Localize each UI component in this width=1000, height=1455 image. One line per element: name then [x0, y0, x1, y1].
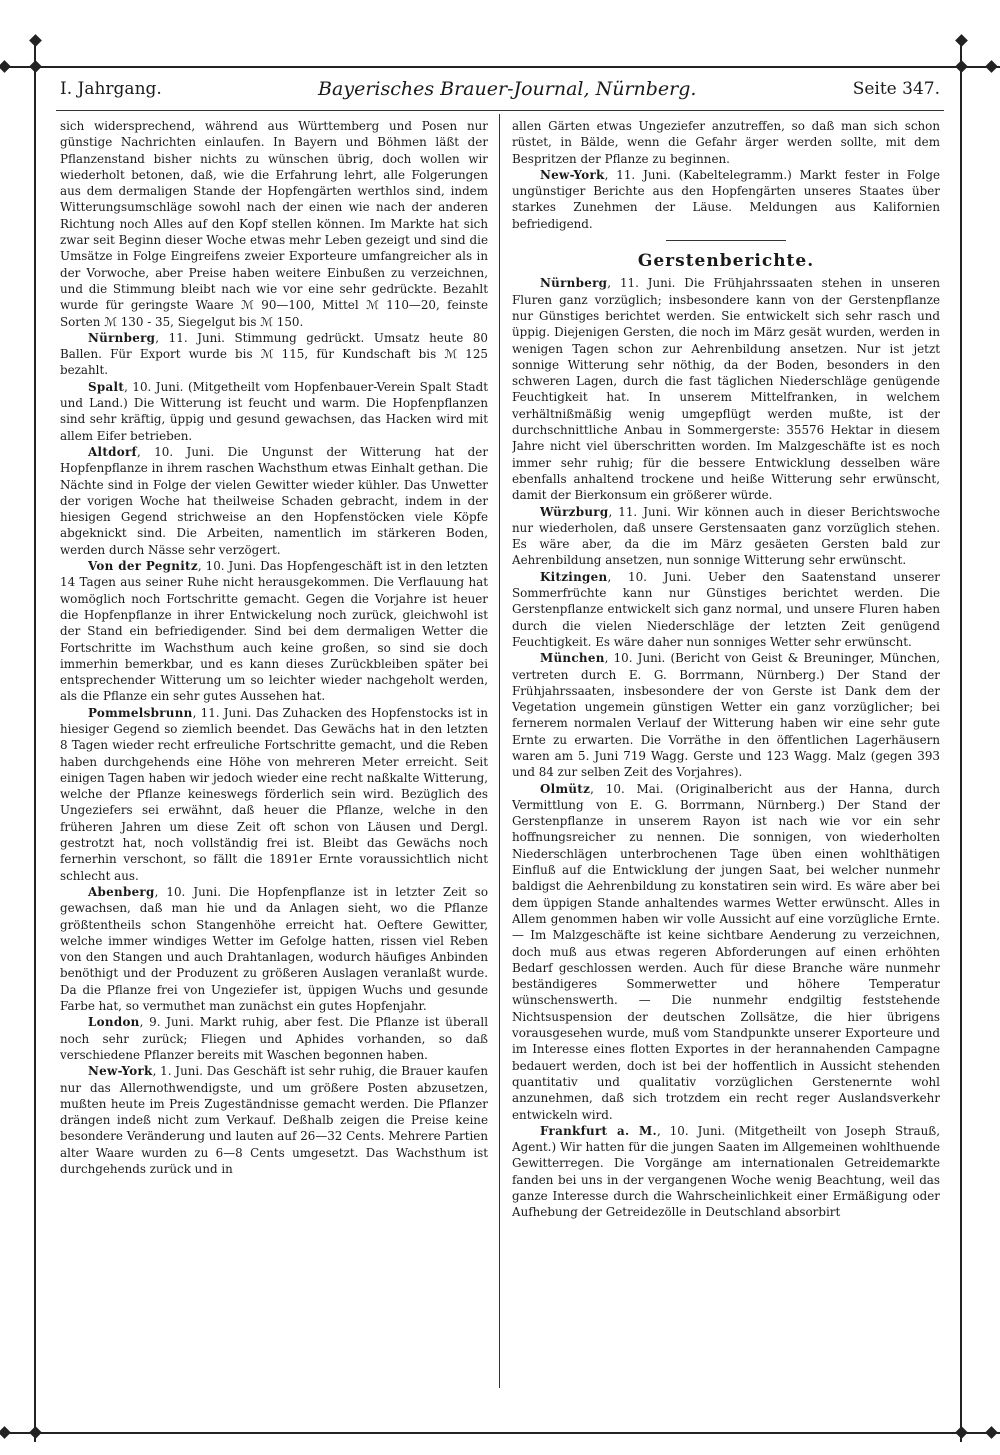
corner-ornament-icon — [29, 34, 42, 47]
corner-ornament-icon — [0, 60, 11, 73]
report-date: , 1. Juni. — [152, 1064, 203, 1079]
hop-report-continuation — [512, 118, 940, 232]
report-paragraph — [512, 167, 940, 232]
report-place: Würzburg — [540, 504, 609, 519]
report-paragraph — [512, 1123, 940, 1221]
report-date: , 11. Juni. — [155, 330, 225, 345]
report-text: (Originalbericht aus der Hanna, durch Vermittlung von E. G. Borrmann, Nürnberg.) Der Stand der Gerstenpflanze in unserem Rayon ist nach wie vor ein sehr hoffnungsreicher zu nennen. Die sonnigen, von wiederholten Niederschlägen unterbrochenen Tage üben einen wohlthätigen Einfluß auf die Entwicklung der jungen Saat, bei welcher nunmehr baldigst die Aehrenbildung zu konstatiren sein wird. Es wäre aber bei dem üppigen Stande anhaltendes warmes Wetter erwünscht. Alles in Allem genommen haben wir volle Aussicht auf eine vorzügliche Ernte. — Im Malzgeschäfte ist keine sichtbare Aenderung zu verzeichnen, doch muß aus etwas regeren Abforderungen auf einen erhöhten Bedarf geschlossen werden. Auch für diese Branche wäre nunmehr beständigeres Sommerwetter und höhere Temperatur wünschenswerth. — Die nunmehr endgiltig feststehende Nichtsuspension der deutschen Zollsätze, die hier übrigens vorausgesehen wurde, muß vom Standpunkte unserer Exporteure und im Interesse eines flotten Exportes in der herannahenden Campagne bedauert werden, doch ist bei der hoffentlich in Aussicht stehenden quantitativ und qualitativ vorzüglichen Gerstenernte wohl anzunehmen, daß sich trotzdem ein recht reger Auslandsverkehr entwickeln wird. — [512, 781, 940, 1122]
right-column — [512, 118, 940, 1388]
corner-ornament-icon — [0, 1426, 11, 1439]
corner-ornament-icon — [29, 1426, 42, 1439]
running-header — [60, 72, 940, 106]
header-rule — [56, 110, 944, 111]
report-place: Altdorf — [88, 444, 137, 459]
report-text: Das Hopfengeschäft ist in den letzten 14 Tagen aus seiner Ruhe nicht herausgekommen. Die Verflauung hat womöglich noch Fortschritte gemacht. Gegen die Vorjahre ist heuer die Hopfenpflanze in ihrer Entwickelung noch zurück, gleichwohl ist der Stand ein befriedigender. Sind bei dem dermaligen Wetter die Fortschritte im Wachsthum auch keine großen, so sind sie doch immerhin bemerkbar, und es kann dieses Zurückbleiben später bei entsprechender Witterung um so leichter wieder nachgeholt werden, als die Pflanze ein sehr gutes Aussehen hat. — [60, 559, 488, 704]
left-column — [60, 118, 488, 1388]
report-date: , 10. Mai. — [590, 781, 664, 796]
report-text: Die Ungunst der Witterung hat der Hopfenpflanze in ihrem raschen Wachsthum etwas Einhalt gethan. Die Nächte sind in Folge der vielen Gewitter wieder kühler. Das Unwetter der vorigen Woche hat theilweise Schaden gebracht, indem in der hiesigen Gegend strichweise an den Hopfenstöcken viele Köpfe abgeknickt sind. Die Arbeiten, namentlich im stärkeren Boden, werden durch Nässe sehr verzögert. — [60, 444, 488, 557]
report-text: sich widersprechend, während aus Württemberg und Posen nur günstige Nachrichten einlaufen. In Bayern und Böhmen läßt der Pflanzenstand bisher nichts zu wünschen übrig, doch wollen wir wiederholt betonen, daß, wie die Erfahrung lehrt, alle Folgerungen aus dem dermaligen Stande der Hopfengärten werthlos sind, indem Witterungsumschläge sowohl nach der einen wie nach der anderen Richtung noch Alles auf den Kopf stellen können. Im Markte hat sich zwar seit Beginn dieser Woche etwas mehr Leben gezeigt und sind die Umsätze in Folge Eingreifens zweier Exporteure umfangreicher als in der Vorwoche, aber Preise haben weitere Einbußen zu verzeichnen, und die Stimmung bleibt nach wie vor eine sehr gedrückte. Bezahlt wurde für geringste Waare ℳ 90—100, Mittel ℳ 110—20, feinste Sorten ℳ 130 - 35, Siegelgut bis ℳ 150. — [60, 119, 488, 329]
frame-right-rule — [960, 40, 962, 1442]
corner-ornament-icon — [955, 60, 968, 73]
report-place: Kitzingen — [540, 569, 608, 584]
report-place: New-York — [88, 1064, 153, 1079]
corner-ornament-icon — [955, 34, 968, 47]
report-paragraph — [512, 118, 940, 167]
report-place: Frankfurt a. M. — [540, 1123, 657, 1138]
frame-bottom-rule — [0, 1432, 1000, 1434]
column-divider — [499, 114, 500, 1388]
report-date: , 10. Juni. — [604, 651, 666, 666]
report-date: , 11. Juni. — [192, 705, 252, 720]
report-paragraph — [60, 1014, 488, 1063]
report-paragraph — [512, 569, 940, 650]
report-date: , 11. Juni. — [608, 504, 671, 519]
report-date: , 10. Juni. — [197, 559, 257, 574]
report-text: (Bericht von Geist & Breuninger, München, vertreten durch E. G. Borrmann, Nürnberg.) Der Stand der Frühjahrssaaten, insbesondere der von Gerste ist Dank dem der Vegetation ungemein günstigen Wetter ein ganz vorzüglicher; bei fernerem normalen Verlauf der Witterung haben wir eine sehr gute Ernte zu erwarten. Die Vorräthe in den öffentlichen Lagerhäusern waren am 5. Juni 719 Wagg. Gerste und 123 Wagg. Malz (gegen 393 und 84 zur selben Zeit des Vorjahres). — [512, 651, 940, 780]
report-date: , 10. Juni. — [154, 884, 221, 899]
corner-ornament-icon — [985, 1426, 998, 1439]
report-paragraph — [512, 275, 940, 503]
report-paragraph — [512, 781, 940, 1123]
report-text: Ueber den Saatenstand unserer Sommerfrüchte kann nur Günstiges berichtet werden. Die Gerstenpflanze entwickelt sich ganz normal, und unsere Fluren haben durch die vielen Niederschläge der letzten Zeit genügend Feuchtigkeit. Es wäre daher nun sonniges Wetter sehr erwünscht. — [512, 569, 940, 649]
report-place: Von der Pegnitz — [88, 559, 198, 574]
corner-ornament-icon — [985, 60, 998, 73]
report-text: Das Geschäft ist sehr ruhig, die Brauer kaufen nur das Allernothwendigste, und um größere Posten abzusetzen, mußten heute im Preis Zugeständnisse gemacht werden. Die Pflanzer drängen indeß nicht zum Verkauf. Deßhalb zeigen die Preise keine besondere Veränderung und lauten auf 26—32 Cents. Mehrere Partien alter Waare wurden zu 6—8 Cents umgesetzt. Das Wachsthum ist durchgehends zurück und in — [60, 1064, 488, 1176]
report-paragraph — [512, 650, 940, 780]
report-date: , 11. Juni. — [604, 167, 671, 182]
report-place: Olmütz — [540, 781, 591, 796]
report-date: , 11. Juni. — [607, 276, 676, 291]
report-paragraph — [60, 118, 488, 330]
report-paragraph — [60, 330, 488, 379]
report-paragraph — [512, 504, 940, 569]
report-paragraph — [60, 1063, 488, 1177]
report-text: allen Gärten etwas Ungeziefer anzutreffen, so daß man sich schon rüstet, in Bälde, wenn die Gefahr ärger werden sollte, mit dem Bespritzen der Pflanze zu beginnen. — [512, 119, 940, 166]
report-paragraph — [60, 884, 488, 1014]
corner-ornament-icon — [955, 1426, 968, 1439]
report-text: Die Frühjahrssaaten stehen in unseren Fluren ganz vorzüglich; insbesondere kann von der Gerstenpflanze nur Günstiges berichtet werden. Sie entwickelt sich sehr rasch und üppig. Diejenigen Gersten, die noch im März gesät wurden, werden in wenigen Tagen schon zur Aehrenbildung ansetzen. Nur ist jetzt sonnige Witterung sehr nöthig, da der Boden, besonders in den schweren Lagen, durch die fast täglichen Niederschläge genügende Feuchtigkeit hat. In unserem Mittelfranken, in welchem verhältnißmäßig wenig umgepflügt werden mußte, ist der durchschnittliche Anbau in Sommergerste: 35576 Hektar in diesem Jahre nicht viel überschritten worden. Im Malzgeschäfte ist es noch immer sehr ruhig; für die bessere Entwicklung desselben wäre ebenfalls anhaltend trockene und heiße Witterung sehr erwünscht, damit der Bierkonsum ein größerer würde. — [512, 276, 940, 503]
report-paragraph — [60, 705, 488, 884]
report-place: Nürnberg — [540, 276, 608, 291]
report-place: London — [88, 1015, 140, 1030]
report-text: Wir können auch in dieser Berichtswoche nur wiederholen, daß unsere Gerstensaaten ganz vorzüglich stehen. Es wäre aber, da die im März gesäeten Gersten bald zur Aehrenbildung ansetzen, nun sonnige Witterung sehr erwünscht. — [512, 504, 940, 568]
report-date: , 10. Juni. — [124, 379, 184, 394]
section-title: Gerstenberichte. — [637, 251, 815, 272]
section-rule — [666, 240, 786, 241]
report-text: (Mitgetheilt von Joseph Strauß, Agent.) Wir hatten für die jungen Saaten im Allgemeinen wohlthuende Gewitterregen. Die Vorgänge am internationalen Getreidemarkte fanden bei uns in der vergangenen Woche wenig Beachtung, weil das ganze Interesse durch die Wahrscheinlichkeit einer Ermäßigung oder Aufhebung der Getreidezölle in Deutschland absorbirt — [512, 1123, 940, 1220]
report-text: (Mitgetheilt vom Hopfenbauer-Verein Spalt Stadt und Land.) Die Witterung ist feucht und warm. Die Hopfenpflanzen sind sehr kräftig, üppig und gesund gewachsen, das Hacken wird mit allem Eifer betrieben. — [60, 379, 488, 443]
report-date: , 10. Juni. — [656, 1123, 726, 1138]
report-place: Spalt — [88, 379, 125, 394]
report-place: Pommelsbrunn — [88, 705, 193, 720]
report-place: München — [540, 651, 605, 666]
report-place: Abenberg — [88, 884, 155, 899]
report-paragraph — [60, 444, 488, 558]
frame-top-rule — [0, 66, 1000, 68]
report-text: Das Zuhacken des Hopfenstocks ist in hiesiger Gegend so ziemlich beendet. Das Gewächs hat in den letzten 8 Tagen wieder recht erfreuliche Fortschritte gemacht, und die Reben haben durchgehends eine Höhe von mehreren Meter erreicht. Seit einigen Tagen haben wir jedoch wieder eine recht naßkalte Witterung, welche der Pflanze keineswegs förderlich sein wird. Bezüglich des Ungeziefers sei erwähnt, daß heuer die Pflanze, welche in den früheren Jahren um diese Zeit oft schon von Läusen und Dergl. gestrotzt hat, noch vollständig frei ist. Bleibt das Gewächs noch fernerhin verschont, so fällt die 1891er Ernte voraussichtlich nicht schlecht aus. — [60, 705, 488, 883]
report-text: Stimmung gedrückt. Umsatz heute 80 Ballen. Für Export wurde bis ℳ 115, für Kundschaft bis ℳ 125 bezahlt. — [60, 330, 488, 378]
report-text: Die Hopfenpflanze ist in letzter Zeit so gewachsen, daß man hie und da Anlagen sieht, wo die Pflanze größtentheils schon Stangenhöhe erreicht hat. Oeftere Gewitter, welche immer windiges Wetter im Gefolge hatten, rissen viel Reben von den Stangen und auch Drahtanlagen, wodurch häufiges Anbinden benöthigt und der Produzent zu größeren Auslagen veranlaßt wurde. Da die Pflanze frei von Ungeziefer ist, üppigen Wuchs und gesunde Farbe hat, so vermuthet man zunächst ein gutes Hopfenjahr. — [60, 884, 488, 1014]
volume-label: I. Jahrgang. — [60, 79, 162, 99]
page-number: Seite 347. — [852, 79, 940, 99]
report-date: , 9. Juni. — [139, 1015, 194, 1030]
report-place: Nürnberg — [88, 330, 156, 345]
report-place: New-York — [540, 167, 605, 182]
journal-title: Bayerisches Brauer-Journal, Nürnberg. — [318, 78, 697, 100]
report-text: Markt ruhig, aber fest. Die Pflanze ist überall noch sehr zurück; Fliegen und Aphides vorhanden, so daß verschiedene Pflanzer bereits mit Waschen begonnen haben. — [60, 1015, 488, 1062]
frame-left-rule — [34, 40, 36, 1442]
report-paragraph — [60, 379, 488, 444]
report-date: , 10. Juni. — [136, 444, 215, 459]
report-text: (Kabeltelegramm.) Markt fester in Folge ungünstiger Berichte aus den Hopfengärten unseres Staates über starkes Zunehmen der Läuse. Meldungen aus Kalifornien befriedigend. — [512, 167, 940, 231]
report-paragraph — [60, 558, 488, 705]
barley-reports — [512, 275, 940, 1220]
report-date: , 10. Juni. — [607, 569, 692, 584]
corner-ornament-icon — [29, 60, 42, 73]
